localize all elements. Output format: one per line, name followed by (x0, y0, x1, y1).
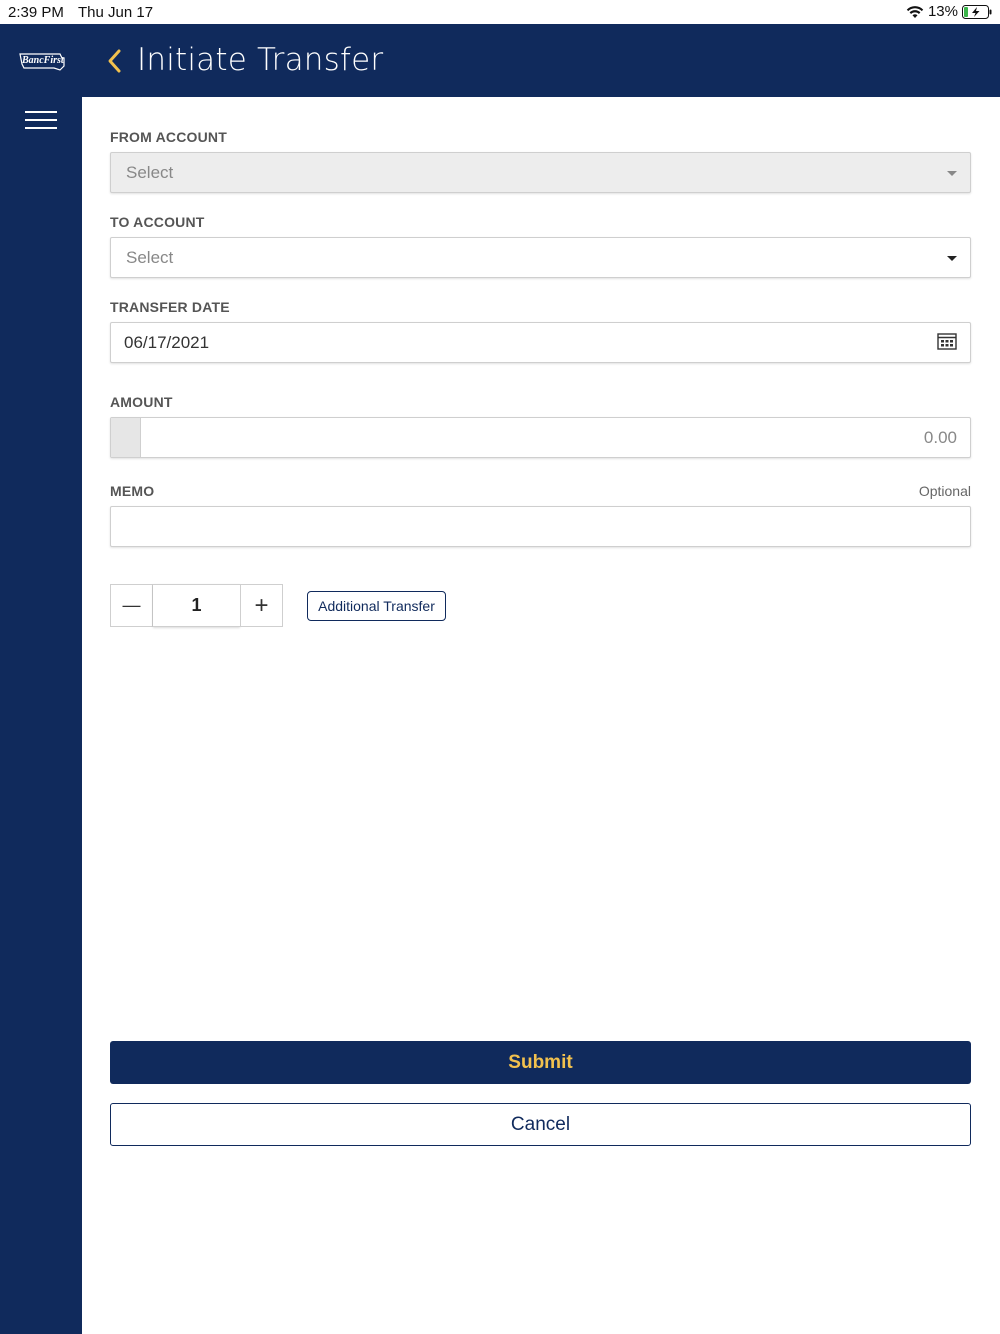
from-account-label: FROM ACCOUNT (110, 129, 227, 145)
page-title: Initiate Transfer (137, 42, 384, 78)
decrement-button[interactable] (110, 584, 153, 627)
caret-down-icon (947, 171, 957, 176)
memo-optional-label: Optional (918, 483, 971, 499)
memo-label: MEMO (110, 483, 155, 499)
status-indicators (906, 3, 992, 20)
amount-field[interactable] (110, 417, 971, 458)
transfer-form (82, 97, 1000, 1334)
amount-placeholder: 0.00 (923, 428, 957, 447)
caret-down-icon (947, 256, 957, 261)
sidebar (0, 97, 82, 1334)
increment-button[interactable] (240, 584, 283, 627)
bancfirst-logo[interactable] (16, 48, 66, 76)
logo-text: BancFirst (22, 55, 64, 66)
status-bar (0, 0, 1000, 24)
transfer-date-value: 06/17/2021 (124, 333, 210, 352)
from-account-select[interactable] (110, 152, 971, 193)
to-account-select[interactable] (110, 237, 971, 278)
battery-percent: 13% (927, 3, 958, 20)
submit-button[interactable]: Submit (110, 1041, 971, 1084)
transfer-count-stepper (110, 584, 284, 627)
to-account-label: TO ACCOUNT (110, 214, 205, 230)
plus-icon: + (254, 591, 269, 619)
transfer-count-value[interactable]: 1 (153, 584, 240, 627)
to-account-placeholder: Select (126, 248, 174, 267)
transfer-date-field[interactable] (110, 322, 971, 363)
amount-label: AMOUNT (110, 394, 173, 410)
cancel-button[interactable]: Cancel (110, 1103, 971, 1146)
wifi-icon (906, 5, 924, 19)
app-header (0, 24, 1000, 97)
from-account-placeholder: Select (126, 163, 174, 182)
status-time: 2:39 PM (8, 4, 64, 21)
amount-prefix (111, 418, 141, 457)
minus-icon: — (122, 595, 141, 615)
memo-field[interactable] (110, 506, 971, 547)
chevron-left-icon[interactable] (104, 48, 126, 74)
additional-transfer-button[interactable]: Additional Transfer (307, 591, 446, 621)
calendar-icon[interactable] (937, 332, 957, 350)
transfer-date-label: TRANSFER DATE (110, 299, 230, 315)
hamburger-menu-icon[interactable] (25, 111, 57, 133)
status-date: Thu Jun 17 (78, 4, 154, 21)
battery-charging-icon (962, 5, 992, 19)
